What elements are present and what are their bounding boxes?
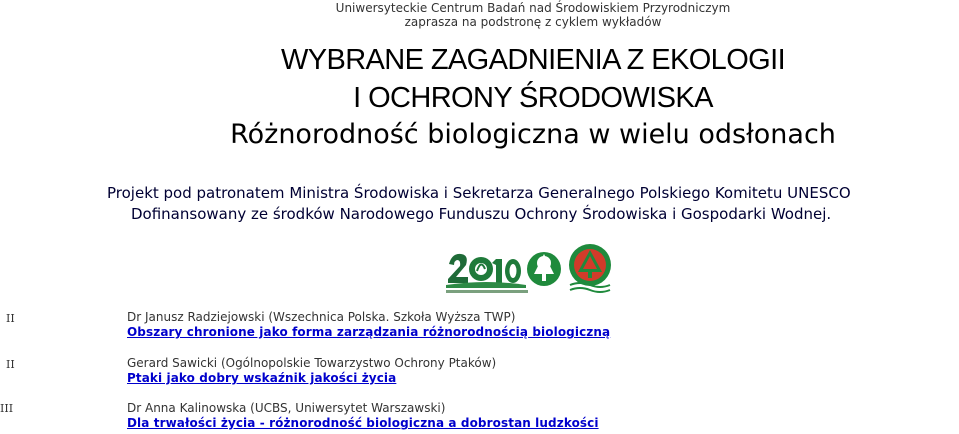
page-title-line-1: WYBRANE ZAGADNIENIA Z EKOLOGII [280, 44, 786, 76]
lecture-number: II [6, 358, 15, 371]
lecture-link[interactable]: Dla trwałości życia - różnorodność biologiczna a dobrostan ludzkości [127, 416, 599, 430]
page-subtitle: Różnorodność biologiczna w wielu odsłonach [230, 119, 836, 150]
tree-circle-logo [527, 252, 561, 286]
year-2010-biodiversity-logo [446, 254, 528, 293]
lecture-number: II [6, 312, 15, 325]
lecture-link[interactable]: Ptaki jako dobry wskaźnik jakości życia [127, 371, 397, 385]
lecture-link[interactable]: Obszary chronione jako forma zarządzania różnorodnością biologiczną [127, 325, 611, 339]
intro-line-1: Uniwersyteckie Centrum Badań nad Środowiskiem Przyrodniczym [335, 1, 731, 15]
lecture-number: III [0, 402, 14, 415]
lecture-speaker: Gerard Sawicki (Ogólnopolskie Towarzystwo Ochrony Ptaków) [127, 356, 497, 370]
lecture-speaker: Dr Anna Kalinowska (UCBS, Uniwersytet Warszawski) [127, 401, 446, 415]
lecture-speaker: Dr Janusz Radziejowski (Wszechnica Polska. Szkoła Wyższa TWP) [127, 310, 516, 324]
funding-text: Dofinansowany ze środków Narodowego Funduszu Ochrony Środowiska i Gospodarki Wodnej. [131, 205, 832, 223]
page-title-line-2: I OCHRONY ŚRODOWISKA [353, 82, 713, 114]
patronage-text: Projekt pod patronatem Ministra Środowiska i Sekretarza Generalnego Polskiego Komitetu UNESCO [107, 184, 851, 202]
intro-line-2: zaprasza na podstronę z cyklem wykładów [404, 15, 662, 29]
logos-strip [446, 241, 621, 297]
fund-protection-logo [569, 244, 611, 292]
